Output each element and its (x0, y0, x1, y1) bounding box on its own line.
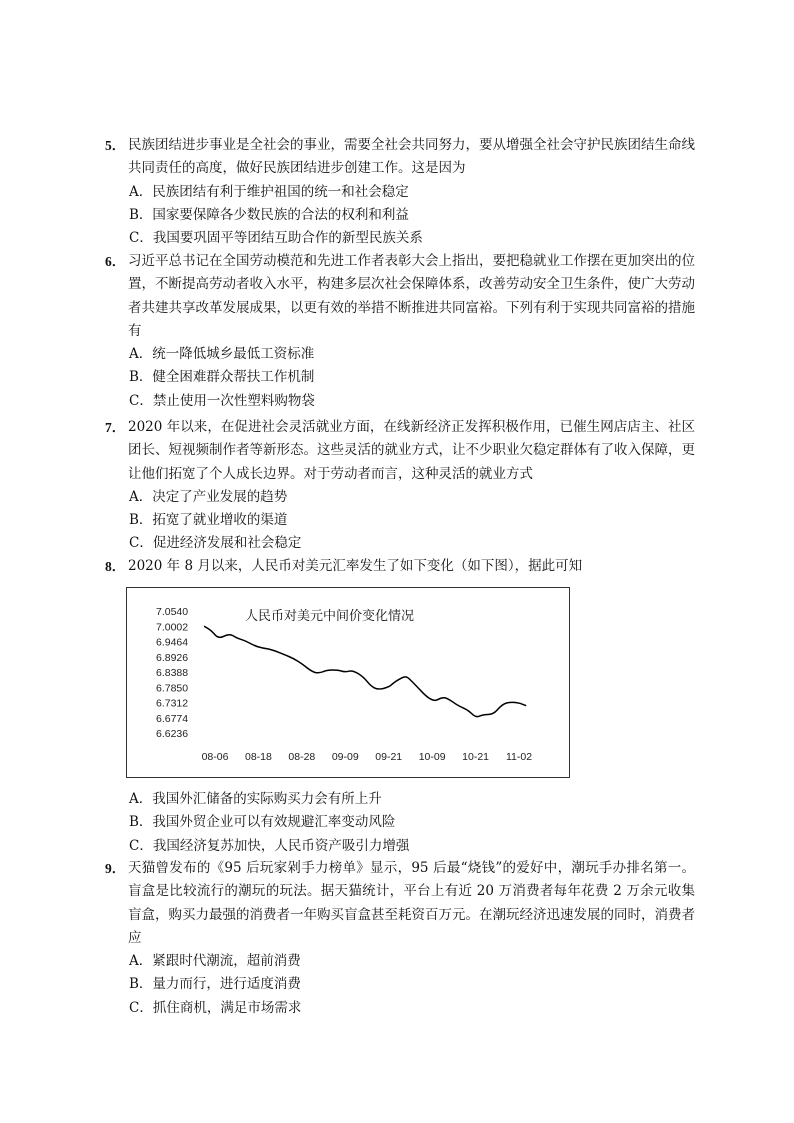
question-9 (105, 857, 695, 1020)
option-c[interactable]: C．我国要巩固平等团结互助合作的新型民族关系 (129, 230, 423, 247)
question-number: 8． (105, 559, 126, 574)
option-b[interactable]: B．量力而行，进行适度消费 (129, 976, 301, 993)
x-tick-label: 11-02 (505, 751, 533, 763)
y-tick-label: 6.7312 (156, 697, 189, 710)
y-tick-label: 7.0540 (156, 606, 189, 618)
x-tick-label: 10-21 (462, 751, 490, 763)
x-tick-label: 08-06 (201, 751, 229, 763)
y-tick-label: 6.8388 (156, 667, 189, 679)
chart-title: 人民币对美元中间价变化情况 (245, 609, 415, 624)
question-number: 6． (105, 254, 126, 269)
option-b[interactable]: B．我国外贸企业可以有效规避汇率变动风险 (129, 814, 396, 831)
x-tick-label: 09-21 (375, 751, 403, 763)
exchange-rate-chart (126, 587, 570, 778)
option-b[interactable]: B．拓宽了就业增收的渠道 (129, 512, 288, 529)
y-tick-label: 6.7850 (156, 682, 189, 695)
y-tick-label: 6.6774 (156, 712, 189, 725)
option-a[interactable]: A．我国外汇储备的实际购买力会有所上升 (129, 791, 382, 807)
option-b[interactable]: B．国家要保障各少数民族的合法的权利和利益 (129, 206, 409, 223)
question-stem (105, 134, 695, 181)
option-a[interactable]: A．决定了产业发展的趋势 (129, 488, 288, 505)
x-axis-ticks (202, 751, 533, 763)
option-a[interactable]: A．紧跟时代潮流，超前消费 (129, 953, 301, 970)
question-8-options (105, 788, 695, 858)
question-number: 5． (105, 138, 126, 153)
option-c[interactable]: C．促进经济发展和社会稳定 (129, 535, 302, 552)
question-stem (105, 250, 695, 343)
option-b[interactable]: B．健全困难群众帮扶工作机制 (129, 369, 315, 386)
question-6 (105, 250, 695, 413)
option-c[interactable]: C．禁止使用一次性塑料购物袋 (129, 392, 315, 409)
question-text: 习近平总书记在全国劳动模范和先进工作者表彰大会上指出，要把稳就业工作摆在更加突出的位置，不断提高劳动者收入水平，构建多层次社会保障体系，改善劳动安全卫生条件，使广大劳动者共建共享改革发展成果，以更有效的举措不断推进共同富裕。下列有利于实现共同富裕的措施有 (128, 253, 695, 339)
question-text: 2020 年 8 月以来，人民币对美元汇率发生了如下变化（如下图），据此可知 (128, 558, 583, 574)
question-text: 民族团结进步事业是全社会的事业，需要全社会共同努力，要从增强全社会守护民族团结生命线共同责任的高度，做好民族团结进步创建工作。这是因为 (128, 137, 695, 177)
y-tick-label: 6.6236 (156, 728, 189, 740)
question-8 (105, 555, 695, 578)
option-a[interactable]: A．民族团结有利于维护祖国的统一和社会稳定 (129, 183, 409, 200)
series-line (204, 626, 526, 716)
option-c[interactable]: C．我国经济复苏加快，人民币资产吸引力增强 (129, 837, 410, 854)
x-tick-label: 08-28 (288, 751, 316, 763)
option-c[interactable]: C．抓住商机，满足市场需求 (129, 999, 302, 1016)
question-text: 天猫曾发布的《95 后玩家剁手力榜单》显示，95 后最“烧钱”的爱好中，潮玩手办排名第一。盲盒是比较流行的潮玩的玩法。据天猫统计，平台上有近 20 万消费者每年花费 2 万余元收集盲盒，购买力最强的消费者一年购买盲盒甚至耗资百万元。在潮玩经济迅速发展的同时，消费者应 (128, 860, 695, 946)
y-tick-label: 6.8926 (156, 651, 189, 664)
x-tick-label: 10-09 (418, 751, 446, 763)
y-tick-label: 7.0002 (156, 621, 189, 634)
y-axis-ticks (156, 606, 188, 740)
question-7 (105, 416, 695, 556)
question-number: 9． (105, 861, 126, 876)
option-a[interactable]: A．统一降低城乡最低工资标准 (129, 346, 315, 363)
question-stem (105, 555, 695, 578)
question-stem (105, 857, 695, 950)
x-tick-label: 08-18 (244, 751, 272, 763)
question-number: 7． (105, 420, 126, 435)
chart-svg (127, 588, 569, 777)
question-text: 2020 年以来，在促进社会灵活就业方面，在线新经济正发挥积极作用，已催生网店店主、社区团长、短视频制作者等新形态。这些灵活的就业方式，让不少职业欠稳定群体有了收入保障，更让他们拓宽了个人成长边界。对于劳动者而言，这种灵活的就业方式 (128, 419, 695, 482)
x-tick-label: 09-09 (331, 751, 359, 763)
question-5 (105, 134, 695, 250)
y-tick-label: 6.9464 (156, 636, 189, 649)
question-stem (105, 416, 695, 486)
